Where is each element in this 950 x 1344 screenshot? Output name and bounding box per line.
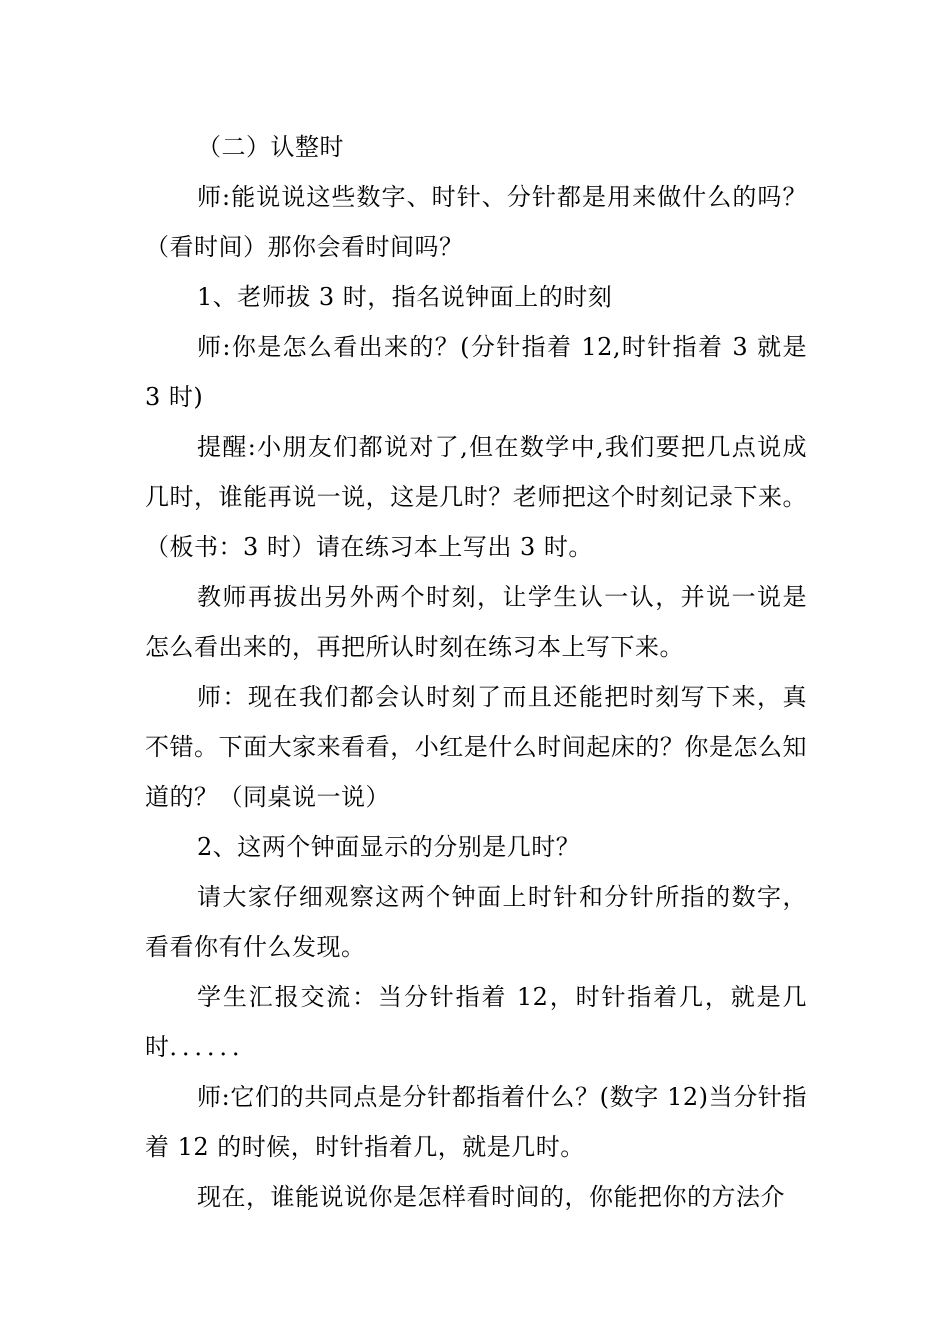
paragraph-method: 现在，谁能说说你是怎样看时间的，你能把你的方法介 <box>197 1183 785 1211</box>
paragraph-reminder: 提醒:小朋友们都说对了,但在数学中,我们要把几点说成几时，谁能再说一说，这是几时？老师把这个时刻记录下来。（板书：3 时）请在练习本上写出 3 时。 <box>145 433 807 561</box>
section-heading: （二）认整时 <box>197 133 344 161</box>
paragraph-report: 学生汇报交流：当分针指着 12，时针指着几，就是几时．．．．．． <box>145 983 807 1061</box>
paragraph-step-2: 2、这两个钟面显示的分别是几时？ <box>197 833 581 861</box>
document-body <box>145 122 807 1222</box>
paragraph-teacher-question: 师:能说说这些数字、时针、分针都是用来做什么的吗？（看时间）那你会看时间吗？ <box>145 183 807 261</box>
paragraph-xiaohong: 师：现在我们都会认时刻了而且还能把时刻写下来，真不错。下面大家来看看，小红是什么时间起床的？你是怎么知道的？（同桌说一说） <box>145 683 807 811</box>
paragraph-observe: 请大家仔细观察这两个钟面上时针和分针所指的数字，看看你有什么发现。 <box>145 883 807 961</box>
paragraph-more-times: 教师再拔出另外两个时刻，让学生认一认，并说一说是怎么看出来的，再把所认时刻在练习本上写下来。 <box>145 583 807 661</box>
paragraph-how-to-see: 师:你是怎么看出来的？(分针指着 12,时针指着 3 就是 3 时) <box>145 333 807 411</box>
paragraph-common-point: 师:它们的共同点是分针都指着什么？(数字 12)当分针指着 12 的时候，时针指着几，就是几时。 <box>145 1083 807 1161</box>
paragraph-step-1: 1、老师拔 3 时，指名说钟面上的时刻 <box>197 283 613 311</box>
